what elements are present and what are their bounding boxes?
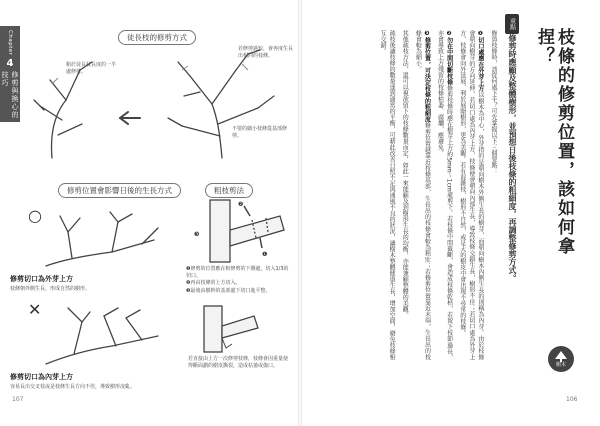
paragraph-intro: 修剪枝條時，該從何處下手？可先掌握以下三個要點： xyxy=(490,30,497,174)
thick-step-2: ❷再由枝條的上方切入。 xyxy=(186,280,241,286)
diagram-mid-title: 修剪位置會影響日後的生長方式 xyxy=(58,183,181,198)
diagram-top-title: 徒長枝的修剪方式 xyxy=(118,30,196,45)
bad-caption: 修剪切口為內芽上方 xyxy=(10,373,73,381)
svg-text:❸: ❸ xyxy=(194,231,200,238)
paragraph-point-3: ❸修剪位置，可決定枝條的粗細度修剪位置越靠近枝條基部，生長出的枝條會較為粗壯；若修剪位置靠近末端，生長出的枝條會較為細小。 xyxy=(414,30,431,361)
point-3-heading: ❸修剪位置，可決定枝條的粗細度 xyxy=(423,30,431,123)
paragraph-point-2: ❷勿在中間切斷枝條修剪枝條時應在樹芽上方約5mm～1cm處剪下。若枝條中間截斷，會造成枝條乾枯，若留下枝節過長，亦會導致上方殘留的枝條枯萎、腐爛，應避免。 xyxy=(436,30,453,360)
body-text xyxy=(316,30,498,360)
chapter-number: 4 xyxy=(6,57,14,69)
chapter-label: Chapter xyxy=(7,30,13,56)
paragraph-thinning: 其他疏枝方法，還可以視欲留下的枝條數量而定，如此一來能顧及到樹形生長的均衡，亦能兼顧整體的美觀。 xyxy=(401,30,409,318)
thick-step-1: ❶修剪的位置應在較修剪的下側處，切入1/3的切口。 xyxy=(186,266,289,279)
page-gutter xyxy=(298,0,302,426)
thick-step-3: ❸最後由樹幹的基部處下切口進平整。 xyxy=(186,288,271,294)
good-description: 枝條朝外側生長，形成自然的樹形。 xyxy=(10,286,91,292)
outer-bud-diagram xyxy=(42,210,172,270)
torn-bark-diagram xyxy=(196,304,266,354)
svg-text:❶: ❶ xyxy=(262,251,268,258)
chapter-title: 修剪與換心的技巧 xyxy=(1,70,19,119)
inner-bud-diagram xyxy=(42,304,172,370)
note-cut-half: 稍於徒長枝長度的一半處修剪。 xyxy=(66,62,117,75)
diagram-thick-title: 粗枝剪法 xyxy=(205,183,253,198)
bad-description: 容易長出交叉枝或是枝條生長方向不佳，導致樹形凌亂。 xyxy=(10,384,136,390)
svg-text:❷: ❷ xyxy=(238,201,244,208)
point-2-heading: ❷勿在中間切斷枝條 xyxy=(445,30,453,86)
page-subtitle: 修剪時應顧及整體樹形，並預想日後枝條的粗細度，再調整修剪方式。 xyxy=(508,34,517,282)
paragraph-point-1: ❶切口處應在外芽上方以樹木為中心，外芽指的是朝向樹木外側生長的樹芽，而朝向樹木內側生長的則稱為內芽。由於枝條會朝向樹芽的方向延伸，若切口處為內芽上方，枝條便會朝向內部生長，導致枝條交錯生長，樹形不佳；若切口處為外芽上方，枝條會向外延展，利於展開樹形，更為美觀。若有混雜枝，樹形不自然，或是大的樹皮中會出現不尋常的枝條。 xyxy=(458,30,484,361)
good-caption: 修剪切口為外芽上方 xyxy=(10,275,73,283)
good-mark-icon: ○ xyxy=(28,206,42,225)
left-page-number: 107 xyxy=(12,396,24,403)
chapter-tab xyxy=(0,26,20,122)
tree-badge-label: 樹木 xyxy=(555,361,566,368)
paragraph-balance: 疏枝後讓枝條的數量達到適當的平衡，可藉此改善日照不足與通風不良的狀況，讓樹木整體健康生長，增加空間，避免枝條相互交錯。 xyxy=(379,30,396,360)
summary-badge: 重點 xyxy=(505,14,519,34)
thick-warning: 若直接由上方一次修剪枝條，枝條會因重量使得斷面劃的樹皮撕裂，造成枯萎或傷口。 xyxy=(188,356,289,369)
thick-branch-diagram xyxy=(180,196,290,264)
tree-category-badge xyxy=(548,346,574,372)
point-1-heading: ❶切口處應在外芽上方 xyxy=(476,30,484,92)
right-page-number: 106 xyxy=(566,396,578,403)
bad-mark-icon: ✕ xyxy=(28,300,42,319)
note-too-short: 若修剪過短，會再度生長出相同的枝條。 xyxy=(238,46,294,59)
note-remove-small-branches: 不要的細小枝條從基部修剪。 xyxy=(232,126,288,139)
page-title: 枝條的修剪位置，該如何拿捏？ xyxy=(534,28,574,256)
